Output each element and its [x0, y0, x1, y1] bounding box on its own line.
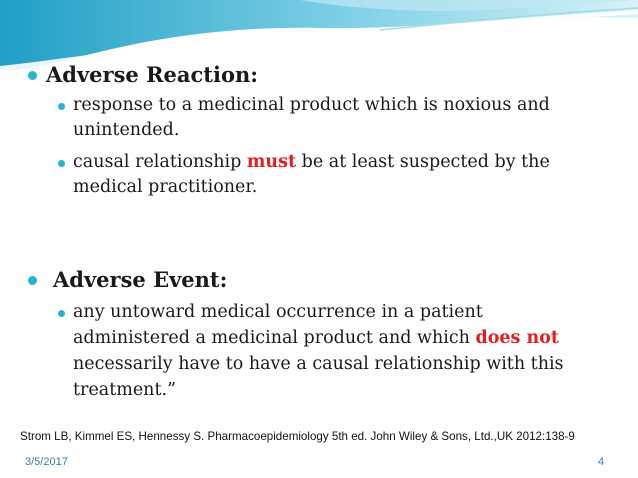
sub-bullet-icon	[58, 310, 65, 317]
bullet-icon	[28, 276, 37, 285]
text-span: administered a medicinal product and which	[73, 328, 476, 348]
item-text-line: unintended.	[73, 120, 180, 140]
emphasis-text: does not	[475, 328, 559, 348]
footer-page-number: 4	[598, 456, 605, 468]
item-text-line: any untoward medical occurrence in a patient	[73, 302, 483, 322]
item-text-line	[73, 152, 550, 172]
heading-adverse-event: Adverse Event:	[53, 267, 228, 292]
item-text-line: treatment.”	[73, 380, 176, 400]
emphasis-text: must	[246, 152, 297, 172]
bullet-icon	[28, 71, 37, 80]
sub-bullet-icon	[58, 103, 65, 110]
item-text-line	[73, 328, 559, 348]
sub-bullet-icon	[58, 160, 65, 167]
item-text-line: response to a medicinal product which is noxious and	[73, 95, 550, 115]
text-span: causal relationship	[73, 152, 247, 172]
citation-reference: Strom LB, Kimmel ES, Hennessy S. Pharmacoepidemiology 5th ed. John Wiley & Sons, Ltd.,UK 2012:138-9	[20, 430, 575, 443]
item-text-line: necessarily have to have a causal relationship with this	[73, 354, 564, 374]
heading-adverse-reaction: Adverse Reaction:	[46, 62, 259, 87]
item-text-line: medical practitioner.	[73, 177, 258, 197]
text-span: be at least suspected by the	[296, 152, 550, 172]
footer-date: 3/5/2017	[25, 456, 68, 468]
